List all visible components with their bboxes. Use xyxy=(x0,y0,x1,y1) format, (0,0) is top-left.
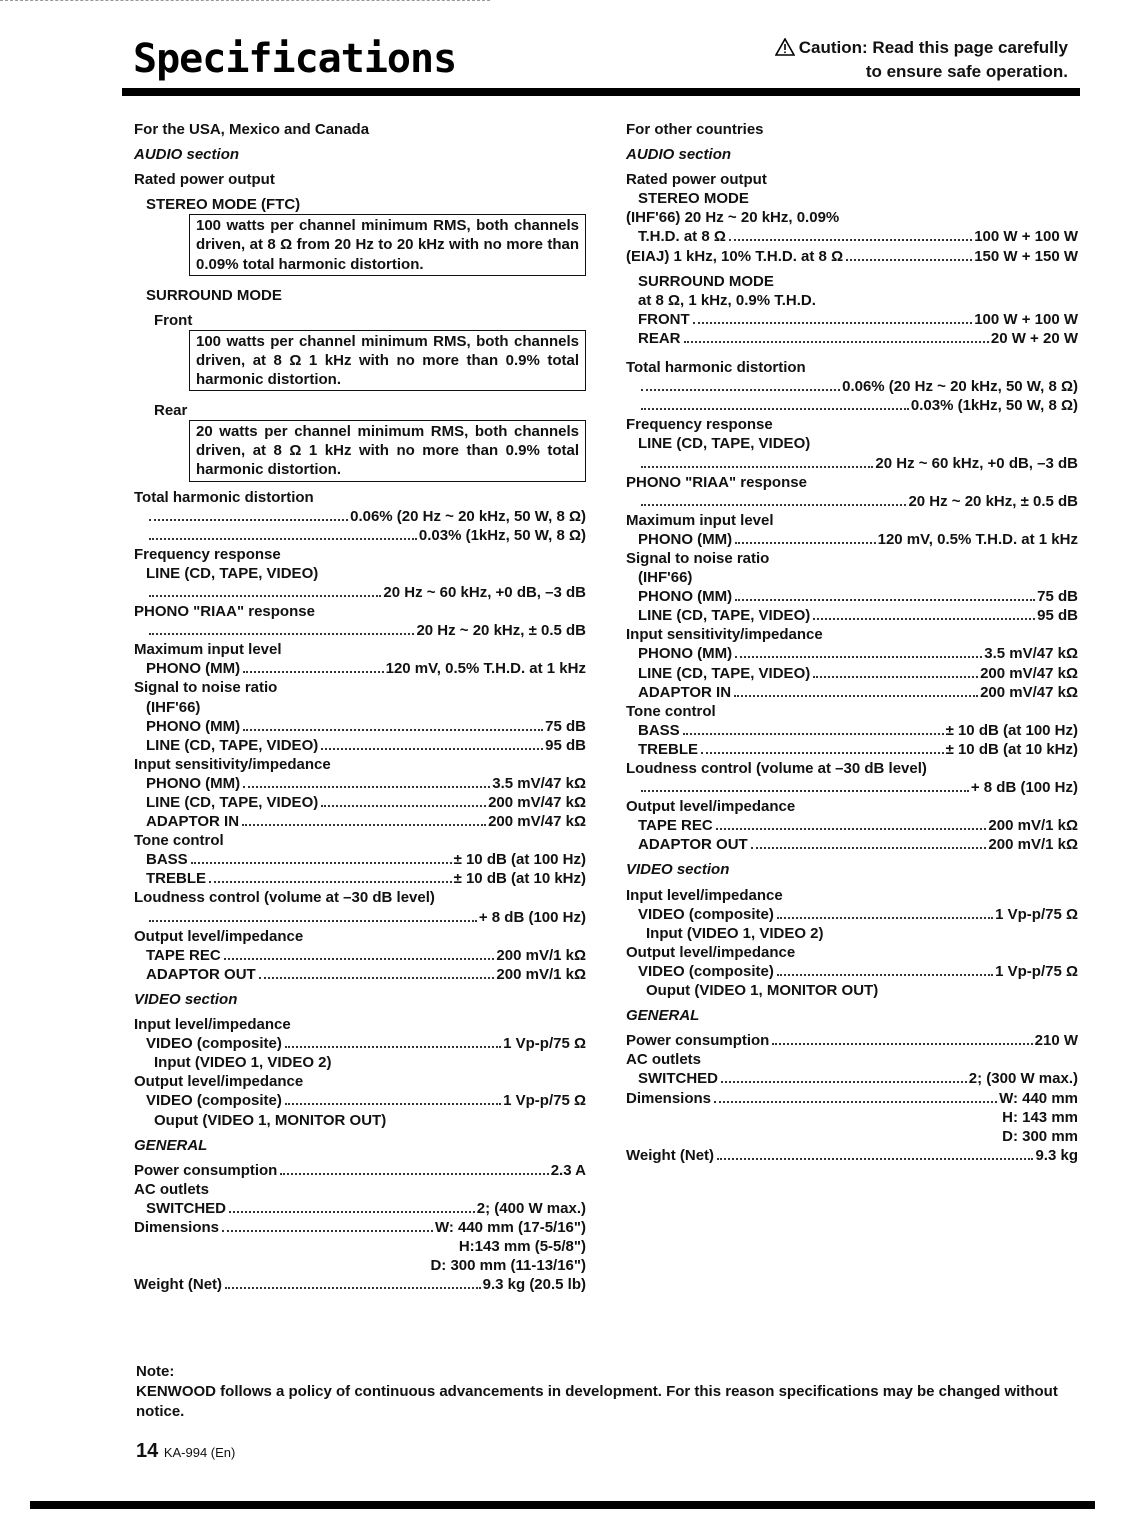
model-code: KA-994 (En) xyxy=(163,1445,236,1460)
front-box: 100 watts per channel minimum RMS, both channels driven, at 8 Ω 1 kHz with no more than 0.9% total harmonic distortion. xyxy=(189,330,586,391)
thd-heading: Total harmonic distortion xyxy=(134,488,314,506)
front-label: Front xyxy=(154,311,193,329)
snr-line-row: LINE (CD, TAPE, VIDEO) 95 dB xyxy=(638,607,1078,625)
phono-riaa-row: 20 Hz ~ 20 kHz, ± 0.5 dB xyxy=(626,492,1078,511)
stereo-mode-label: STEREO MODE xyxy=(638,190,749,208)
max-input-row: PHONO (MM) 120 mV, 0.5% T.H.D. at 1 kHz xyxy=(146,660,586,678)
power-row: Power consumption 210 W xyxy=(626,1032,1078,1050)
video-input-heading: Input level/impedance xyxy=(134,1016,291,1034)
sens-line-row: LINE (CD, TAPE, VIDEO) 200 mV/47 kΩ xyxy=(146,794,586,811)
surround-condition: at 8 Ω, 1 kHz, 0.9% T.H.D. xyxy=(638,291,816,309)
thd-heading: Total harmonic distortion xyxy=(626,359,806,377)
sens-line-row: LINE (CD, TAPE, VIDEO) 200 mV/47 kΩ xyxy=(638,664,1078,682)
snr-ihf-label: (IHF'66) xyxy=(146,698,201,716)
rated-power-heading: Rated power output xyxy=(626,171,767,189)
sens-adaptor-row: ADAPTOR IN 200 mV/47 kΩ xyxy=(638,683,1078,701)
top-edge-marks xyxy=(0,0,490,1)
video-input-note: Input (VIDEO 1, VIDEO 2) xyxy=(154,1054,332,1072)
eiaj-row: (EIAJ) 1 kHz, 10% T.H.D. at 8 Ω 150 W + 150 W xyxy=(626,247,1078,265)
thd-row-2: 0.03% (1kHz, 50 W, 8 Ω) xyxy=(134,526,586,545)
switched-row: SWITCHED 2; (400 W max.) xyxy=(146,1199,586,1217)
weight-row: Weight (Net) 9.3 kg xyxy=(626,1146,1078,1164)
video-output-heading: Output level/impedance xyxy=(134,1073,304,1091)
stereo-mode-box: 100 watts per channel minimum RMS, both channels driven, at 8 Ω from 20 Hz to 20 kHz with no more than 0.09% total harmonic distortion. xyxy=(189,214,586,275)
note-text: KENWOOD follows a policy of continuous advancements in development. For this reason specifications may be changed without notice. xyxy=(136,1383,1058,1420)
page-footer xyxy=(136,1440,235,1463)
dimension-h: H:143 mm (5-5/8") xyxy=(458,1238,586,1256)
adaptor-out-row: ADAPTOR OUT 200 mV/1 kΩ xyxy=(146,965,586,983)
region-heading: For other countries xyxy=(626,121,764,138)
video-out-row: VIDEO (composite) 1 Vp-p/75 Ω xyxy=(638,962,1078,980)
video-section-heading: VIDEO section xyxy=(134,990,238,1008)
freq-resp-heading: Frequency response xyxy=(626,416,773,434)
video-output-note: Ouput (VIDEO 1, MONITOR OUT) xyxy=(154,1111,387,1129)
ihf-condition: (IHF'66) 20 Hz ~ 20 kHz, 0.09% xyxy=(626,209,840,227)
warning-triangle-icon xyxy=(775,38,795,56)
stereo-ihf-row: T.H.D. at 8 Ω 100 W + 100 W xyxy=(638,228,1078,246)
front-row: FRONT 100 W + 100 W xyxy=(638,310,1078,328)
tape-rec-row: TAPE REC 200 mV/1 kΩ xyxy=(638,817,1078,835)
freq-resp-heading: Frequency response xyxy=(134,545,281,563)
max-input-heading: Maximum input level xyxy=(626,511,774,529)
surround-mode-label: SURROUND MODE xyxy=(638,272,774,290)
specs-usa-column xyxy=(134,120,586,1294)
page-title: Specifications xyxy=(133,36,457,82)
loudness-heading: Loudness control (volume at –30 dB level) xyxy=(626,760,927,777)
thd-row-1: 0.06% (20 Hz ~ 20 kHz, 50 W, 8 Ω) xyxy=(626,377,1078,396)
phono-riaa-heading: PHONO "RIAA" response xyxy=(626,473,807,491)
snr-heading: Signal to noise ratio xyxy=(134,679,278,697)
line-freq-row: 20 Hz ~ 60 kHz, +0 dB, –3 dB xyxy=(134,583,586,602)
phono-riaa-heading: PHONO "RIAA" response xyxy=(134,603,315,621)
line-freq-row: 20 Hz ~ 60 kHz, +0 dB, –3 dB xyxy=(626,454,1078,473)
rated-power-heading: Rated power output xyxy=(134,171,275,189)
snr-phono-row: PHONO (MM) 75 dB xyxy=(146,717,586,735)
audio-section-heading: AUDIO section xyxy=(134,146,240,164)
loudness-row: + 8 dB (100 Hz) xyxy=(626,778,1078,797)
line-inputs-label: LINE (CD, TAPE, VIDEO) xyxy=(638,435,811,453)
ac-outlets-heading: AC outlets xyxy=(134,1180,209,1198)
note-heading: Note: xyxy=(136,1363,175,1380)
tone-heading: Tone control xyxy=(134,832,224,850)
general-heading: GENERAL xyxy=(626,1007,700,1025)
dimensions-row: Dimensions W: 440 mm xyxy=(626,1089,1078,1107)
footer-rule xyxy=(30,1501,1095,1509)
phono-riaa-row: 20 Hz ~ 20 kHz, ± 0.5 dB xyxy=(134,621,586,640)
output-level-heading: Output level/impedance xyxy=(626,798,796,816)
rear-label: Rear xyxy=(154,402,188,420)
sens-adaptor-row: ADAPTOR IN 200 mV/47 kΩ xyxy=(146,813,586,831)
general-heading: GENERAL xyxy=(134,1136,208,1154)
tape-rec-row: TAPE REC 200 mV/1 kΩ xyxy=(146,946,586,964)
bass-row: BASS ± 10 dB (at 100 Hz) xyxy=(638,721,1078,739)
note-block xyxy=(136,1362,1076,1422)
region-heading: For the USA, Mexico and Canada xyxy=(134,121,370,138)
audio-section-heading: AUDIO section xyxy=(626,146,732,164)
sens-phono-row: PHONO (MM) 3.5 mV/47 kΩ xyxy=(146,774,586,792)
specs-other-column xyxy=(626,120,1078,1165)
thd-row-2: 0.03% (1kHz, 50 W, 8 Ω) xyxy=(626,396,1078,415)
stereo-mode-label: STEREO MODE (FTC) xyxy=(146,196,301,214)
video-out-row: VIDEO (composite) 1 Vp-p/75 Ω xyxy=(146,1092,586,1110)
input-sens-heading: Input sensitivity/impedance xyxy=(134,755,331,773)
caution-notice xyxy=(775,36,1068,84)
surround-mode-label: SURROUND MODE xyxy=(146,286,282,304)
dimension-d: D: 300 mm (11-13/16") xyxy=(430,1257,586,1275)
dimension-h: H: 143 mm xyxy=(1002,1108,1078,1126)
snr-phono-row: PHONO (MM) 75 dB xyxy=(638,588,1078,606)
video-input-heading: Input level/impedance xyxy=(626,886,783,904)
input-sens-heading: Input sensitivity/impedance xyxy=(626,626,823,644)
snr-line-row: LINE (CD, TAPE, VIDEO) 95 dB xyxy=(146,736,586,754)
dimensions-row: Dimensions W: 440 mm (17-5/16") xyxy=(134,1218,586,1236)
video-in-row: VIDEO (composite) 1 Vp-p/75 Ω xyxy=(146,1035,586,1053)
line-inputs-label: LINE (CD, TAPE, VIDEO) xyxy=(146,564,319,582)
ac-outlets-heading: AC outlets xyxy=(626,1051,701,1069)
video-input-note: Input (VIDEO 1, VIDEO 2) xyxy=(646,924,824,942)
loudness-row: + 8 dB (100 Hz) xyxy=(134,908,586,927)
snr-heading: Signal to noise ratio xyxy=(626,549,770,567)
switched-row: SWITCHED 2; (300 W max.) xyxy=(638,1070,1078,1088)
loudness-heading: Loudness control (volume at –30 dB level) xyxy=(134,889,435,907)
header-rule xyxy=(122,88,1080,96)
video-output-heading: Output level/impedance xyxy=(626,943,796,961)
power-row: Power consumption 2.3 A xyxy=(134,1161,586,1179)
treble-row: TREBLE ± 10 dB (at 10 kHz) xyxy=(146,870,586,888)
treble-row: TREBLE ± 10 dB (at 10 kHz) xyxy=(638,740,1078,758)
tone-heading: Tone control xyxy=(626,702,716,720)
bass-row: BASS ± 10 dB (at 100 Hz) xyxy=(146,851,586,869)
dimension-d: D: 300 mm xyxy=(1002,1127,1078,1145)
max-input-heading: Maximum input level xyxy=(134,641,282,659)
rear-row: REAR 20 W + 20 W xyxy=(638,329,1078,347)
max-input-row: PHONO (MM) 120 mV, 0.5% T.H.D. at 1 kHz xyxy=(638,530,1078,548)
video-output-note: Ouput (VIDEO 1, MONITOR OUT) xyxy=(646,982,879,1000)
sens-phono-row: PHONO (MM) 3.5 mV/47 kΩ xyxy=(638,645,1078,663)
page-number: 14 xyxy=(136,1440,159,1462)
output-level-heading: Output level/impedance xyxy=(134,927,304,945)
thd-row-1: 0.06% (20 Hz ~ 20 kHz, 50 W, 8 Ω) xyxy=(134,507,586,526)
rear-box: 20 watts per channel minimum RMS, both channels driven, at 8 Ω 1 kHz with no more than 0.9% total harmonic distortion. xyxy=(189,420,586,481)
weight-row: Weight (Net) 9.3 kg (20.5 lb) xyxy=(134,1276,586,1294)
snr-ihf-label: (IHF'66) xyxy=(638,569,693,587)
video-section-heading: VIDEO section xyxy=(626,861,730,879)
adaptor-out-row: ADAPTOR OUT 200 mV/1 kΩ xyxy=(638,836,1078,854)
caution-line-2: to ensure safe operation. xyxy=(865,62,1068,81)
video-in-row: VIDEO (composite) 1 Vp-p/75 Ω xyxy=(638,905,1078,923)
caution-line-1: Caution: Read this page carefully xyxy=(798,38,1068,57)
